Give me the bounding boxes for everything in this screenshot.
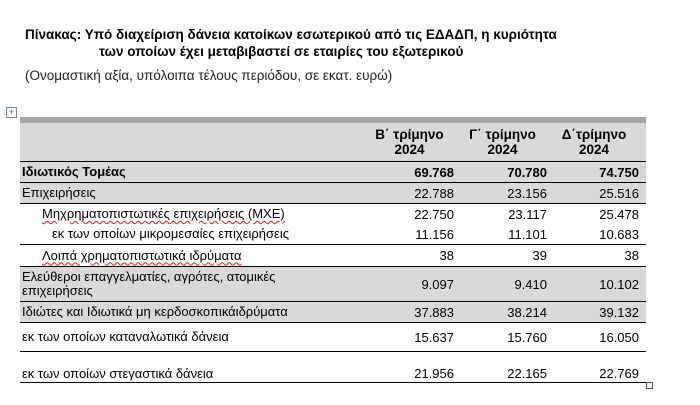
row-label: Επιχειρήσεις bbox=[22, 185, 96, 200]
cell-q2: 38 bbox=[439, 248, 454, 263]
move-handle-icon[interactable]: + bbox=[6, 107, 17, 118]
cell-q4: 39.132 bbox=[599, 304, 639, 320]
row-label: Ιδιωτικός Τομέας bbox=[22, 164, 126, 179]
table-row bbox=[20, 302, 646, 323]
row-label: Ιδιώτες και Ιδιωτικά μη κερδοσκοπικάιδρύματα bbox=[22, 304, 288, 319]
title-line-2: των οποίων έχει μεταβιβαστεί σε εταιρίες του εξωτερικού bbox=[99, 44, 464, 59]
cell-q2: 9.097 bbox=[421, 276, 454, 292]
cell-q4: 25.478 bbox=[599, 206, 639, 222]
title-line-1: Πίνακας: Υπό διαχείριση δάνεια κατοίκων εσωτερικού από τις ΕΔΑΔΠ, η κυριότητα bbox=[25, 27, 557, 42]
table-subtitle: (Ονομαστική αξία, υπόλοιπα τέλους περιόδου, σε εκατ. ευρώ) bbox=[25, 68, 393, 83]
cell-q3: 15.760 bbox=[507, 329, 547, 345]
cell-q2: 22.750 bbox=[414, 206, 454, 222]
cell-q3: 23.156 bbox=[507, 185, 547, 201]
cell-q2: 37.883 bbox=[414, 304, 454, 320]
row-label: Λοιπά χρηματοπιστωτικά ιδρύματα bbox=[42, 247, 242, 263]
cell-q4: 16.050 bbox=[599, 329, 639, 345]
cell-q4: 10.102 bbox=[599, 276, 639, 292]
cell-q2: 21.956 bbox=[414, 366, 454, 381]
header-q2-2024: Β΄ τρίμηνο 2024 bbox=[375, 127, 444, 157]
cell-q3: 22.165 bbox=[507, 366, 547, 381]
cell-q2: 11.156 bbox=[415, 226, 454, 242]
cell-q3: 23.117 bbox=[508, 206, 547, 222]
row-label: εκ των οποίων στεγαστικά δάνεια bbox=[22, 366, 214, 381]
table-row bbox=[20, 183, 646, 204]
cell-q3: 70.780 bbox=[507, 164, 547, 180]
table-row bbox=[20, 323, 646, 352]
table-row bbox=[20, 162, 646, 183]
table-row bbox=[20, 204, 646, 224]
cell-q4: 22.769 bbox=[599, 366, 639, 381]
table-title bbox=[25, 26, 675, 60]
table-row bbox=[20, 224, 646, 245]
row-label: εκ των οποίων μικρομεσαίες επιχειρήσεις bbox=[52, 226, 289, 241]
row-label: εκ των οποίων καταναλωτικά δάνεια bbox=[22, 329, 229, 344]
cell-q2: 69.768 bbox=[414, 164, 454, 180]
row-label: Μηχρηματοπιστωτικές επιχειρήσεις (ΜΧΕ) bbox=[42, 206, 285, 221]
header-q3-2024: Γ΄ τρίμηνο 2024 bbox=[469, 127, 536, 157]
table-row bbox=[20, 245, 646, 267]
table-row bbox=[20, 352, 646, 383]
table-header-row bbox=[20, 123, 646, 162]
cell-q2: 22.788 bbox=[414, 185, 454, 201]
cell-q4: 74.750 bbox=[599, 164, 639, 180]
cell-q3: 9.410 bbox=[514, 276, 547, 292]
header-q4-2024: Δ΄τρίμηνο 2024 bbox=[561, 127, 627, 157]
table-row bbox=[20, 267, 646, 302]
data-table bbox=[20, 117, 646, 383]
cell-q3: 11.101 bbox=[508, 226, 547, 242]
cell-q4: 25.516 bbox=[599, 185, 639, 201]
cell-q4: 10.683 bbox=[599, 226, 639, 242]
cell-q3: 38.214 bbox=[507, 304, 547, 320]
resize-handle-icon[interactable] bbox=[646, 382, 653, 389]
cell-q4: 38 bbox=[624, 248, 639, 263]
row-label: Ελεύθεροι επαγγελματίες, αγρότες, ατομικές επιχειρήσεις bbox=[22, 269, 276, 298]
cell-q2: 15.637 bbox=[414, 329, 454, 345]
cell-q3: 39 bbox=[532, 248, 547, 263]
